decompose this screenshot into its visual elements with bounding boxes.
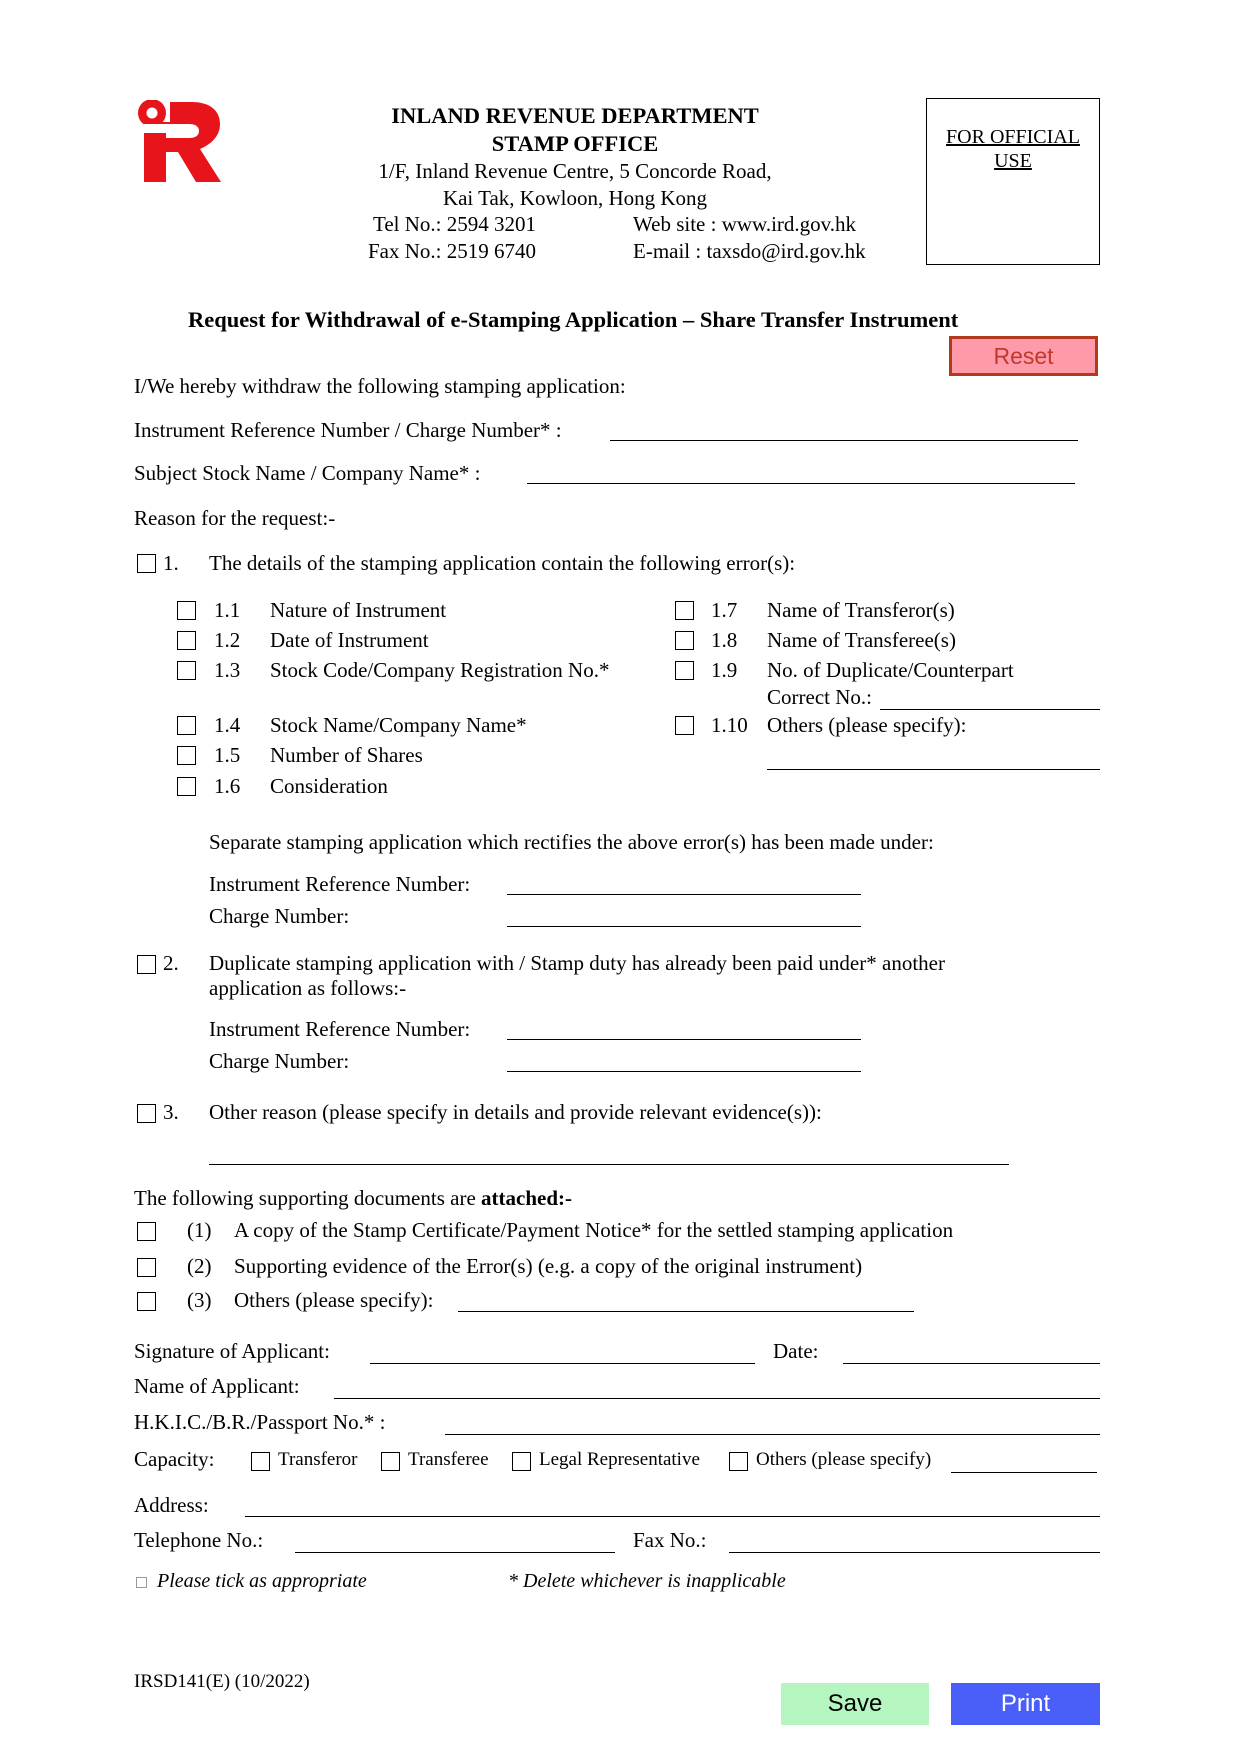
- date-input[interactable]: [843, 1363, 1100, 1364]
- name-label: Name of Applicant:: [134, 1374, 300, 1398]
- error-label: Nature of Instrument: [270, 598, 447, 622]
- error-label: Others (please specify):: [767, 713, 967, 737]
- correct-no-input[interactable]: [880, 709, 1100, 710]
- fax-input[interactable]: [729, 1552, 1100, 1553]
- doc-number: (3): [187, 1288, 212, 1312]
- capacity-others-input[interactable]: [951, 1472, 1097, 1473]
- reason-2-checkbox[interactable]: [137, 955, 156, 974]
- form-code: IRSD141(E) (10/2022): [134, 1671, 310, 1692]
- error-number: 1.1: [214, 598, 241, 622]
- error-label: Stock Code/Company Registration No.*: [270, 658, 610, 682]
- error-label: Stock Name/Company Name*: [270, 713, 527, 737]
- save-button[interactable]: Save: [781, 1683, 929, 1725]
- error-number: 1.6: [214, 774, 241, 798]
- instr-ref-label: Instrument Reference Number / Charge Number* :: [134, 418, 562, 442]
- reason-1-number: 1.: [163, 551, 179, 575]
- capacity-others-checkbox[interactable]: [729, 1452, 748, 1471]
- address-label: Address:: [134, 1493, 209, 1517]
- fax-label: Fax No.:: [633, 1528, 707, 1552]
- error-label: Name of Transferor(s): [767, 598, 955, 622]
- capacity-option: Transferor: [278, 1449, 358, 1470]
- capacity-option: Others (please specify): [756, 1449, 932, 1470]
- error-label: Number of Shares: [270, 743, 423, 767]
- error-1-5-checkbox[interactable]: [177, 746, 196, 765]
- hkic-input[interactable]: [445, 1434, 1100, 1435]
- official-use-label-1: FOR OFFICIAL: [946, 126, 1080, 148]
- signature-label: Signature of Applicant:: [134, 1339, 330, 1363]
- error-1-7-checkbox[interactable]: [675, 601, 694, 620]
- delete-note: * Delete whichever is inapplicable: [508, 1570, 786, 1592]
- doc-2-checkbox[interactable]: [137, 1258, 156, 1277]
- error-label: No. of Duplicate/Counterpart: [767, 658, 1014, 682]
- tel-number: Tel No.: 2594 3201: [373, 212, 537, 236]
- doc-3-checkbox[interactable]: [137, 1292, 156, 1311]
- tick-note-icon: [136, 1577, 147, 1588]
- instr-ref-label-2: Instrument Reference Number:: [209, 1017, 471, 1041]
- website: Web site : www.ird.gov.hk: [633, 212, 857, 236]
- fax-number: Fax No.: 2519 6740: [368, 239, 536, 263]
- reason-2-text-1: Duplicate stamping application with / Stamp duty has already been paid under* another: [209, 951, 945, 975]
- charge-no-label-1: Charge Number:: [209, 904, 350, 928]
- office-name: STAMP OFFICE: [491, 131, 659, 156]
- reset-button[interactable]: Reset: [949, 336, 1098, 376]
- error-label: Consideration: [270, 774, 388, 798]
- error-1-3-checkbox[interactable]: [177, 661, 196, 680]
- reason-1-checkbox[interactable]: [137, 554, 156, 573]
- reason-3-number: 3.: [163, 1100, 179, 1124]
- charge-no-input-2[interactable]: [507, 1071, 861, 1072]
- error-number: 1.4: [214, 713, 241, 737]
- error-1-10-checkbox[interactable]: [675, 716, 694, 735]
- capacity-option: Legal Representative: [539, 1449, 700, 1470]
- address-line-2: Kai Tak, Kowloon, Hong Kong: [442, 186, 708, 210]
- error-number: 1.8: [711, 628, 738, 652]
- address-line-1: 1/F, Inland Revenue Centre, 5 Concorde Road,: [378, 159, 772, 183]
- error-1-4-checkbox[interactable]: [177, 716, 196, 735]
- ird-logo: [134, 100, 224, 185]
- reason-3-text: Other reason (please specify in details and provide relevant evidence(s)):: [209, 1100, 822, 1124]
- instr-ref-input-1[interactable]: [507, 894, 861, 895]
- instr-ref-input-2[interactable]: [507, 1039, 861, 1040]
- form-title: Request for Withdrawal of e-Stamping Application – Share Transfer Instrument: [188, 307, 959, 332]
- separate-text: Separate stamping application which rectifies the above error(s) has been made under:: [209, 830, 934, 854]
- subject-input[interactable]: [527, 483, 1075, 484]
- date-label: Date:: [773, 1339, 819, 1363]
- error-number: 1.3: [214, 658, 241, 682]
- error-number: 1.5: [214, 743, 241, 767]
- others-specify-input[interactable]: [767, 769, 1100, 770]
- email: E-mail : taxsdo@ird.gov.hk: [633, 239, 866, 263]
- hkic-label: H.K.I.C./B.R./Passport No.* :: [134, 1410, 386, 1434]
- reason-1-text: The details of the stamping application contain the following error(s):: [209, 551, 796, 575]
- doc-label: A copy of the Stamp Certificate/Payment Notice* for the settled stamping application: [234, 1218, 954, 1242]
- official-use-label-2: USE: [994, 150, 1032, 172]
- reason-label: Reason for the request:-: [134, 506, 336, 530]
- error-1-1-checkbox[interactable]: [177, 601, 196, 620]
- charge-no-label-2: Charge Number:: [209, 1049, 350, 1073]
- official-use-box: [926, 98, 1100, 265]
- error-1-9-checkbox[interactable]: [675, 661, 694, 680]
- error-number: 1.10: [711, 713, 748, 737]
- error-number: 1.7: [711, 598, 738, 622]
- print-button[interactable]: Print: [951, 1683, 1100, 1725]
- capacity-transferee-checkbox[interactable]: [381, 1452, 400, 1471]
- capacity-legal-rep-checkbox[interactable]: [512, 1452, 531, 1471]
- error-1-6-checkbox[interactable]: [177, 777, 196, 796]
- capacity-transferor-checkbox[interactable]: [251, 1452, 270, 1471]
- correct-no-label: Correct No.:: [767, 685, 872, 709]
- doc-label: Others (please specify):: [234, 1288, 434, 1312]
- capacity-option: Transferee: [408, 1449, 489, 1470]
- address-input[interactable]: [245, 1516, 1100, 1517]
- reason-3-input[interactable]: [209, 1164, 1009, 1165]
- tick-note: Please tick as appropriate: [157, 1570, 367, 1592]
- error-1-8-checkbox[interactable]: [675, 631, 694, 650]
- error-number: 1.2: [214, 628, 241, 652]
- supporting-docs-heading: [134, 1186, 572, 1211]
- error-label: Date of Instrument: [270, 628, 429, 652]
- subject-label: Subject Stock Name / Company Name* :: [134, 461, 481, 485]
- supporting-docs-prefix: The following supporting documents are: [134, 1186, 482, 1210]
- instr-ref-label-1: Instrument Reference Number:: [209, 872, 471, 896]
- charge-no-input-1[interactable]: [507, 926, 861, 927]
- telephone-label: Telephone No.:: [134, 1528, 264, 1552]
- error-label: Name of Transferee(s): [767, 628, 956, 652]
- reason-2-text-2: application as follows:-: [209, 976, 407, 1000]
- doc-number: (1): [187, 1218, 212, 1242]
- reason-2-number: 2.: [163, 951, 179, 975]
- doc-others-input[interactable]: [458, 1311, 914, 1312]
- supporting-docs-bold: attached:-: [481, 1186, 572, 1210]
- doc-number: (2): [187, 1254, 212, 1278]
- name-input[interactable]: [334, 1398, 1100, 1399]
- instr-ref-input[interactable]: [610, 440, 1078, 441]
- intro-text: I/We hereby withdraw the following stamping application:: [134, 374, 626, 398]
- error-1-2-checkbox[interactable]: [177, 631, 196, 650]
- doc-label: Supporting evidence of the Error(s) (e.g. a copy of the original instrument): [234, 1254, 863, 1278]
- signature-input[interactable]: [370, 1363, 755, 1364]
- department-name: INLAND REVENUE DEPARTMENT: [391, 103, 759, 128]
- error-number: 1.9: [711, 658, 738, 682]
- capacity-label: Capacity:: [134, 1447, 215, 1471]
- reason-3-checkbox[interactable]: [137, 1104, 156, 1123]
- doc-1-checkbox[interactable]: [137, 1222, 156, 1241]
- telephone-input[interactable]: [295, 1552, 615, 1553]
